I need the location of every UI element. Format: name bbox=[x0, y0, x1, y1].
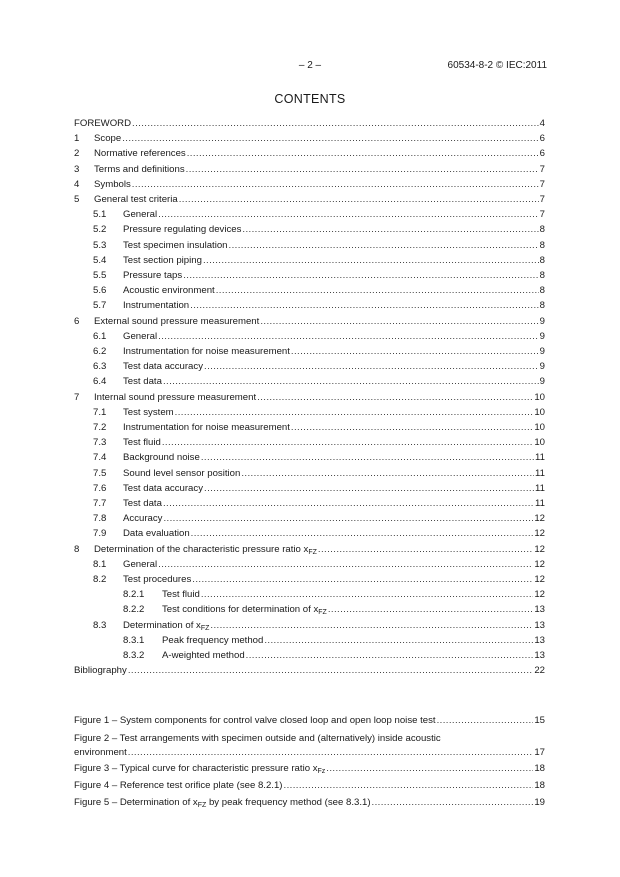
toc-page-number: 10 bbox=[534, 422, 545, 433]
toc-title bbox=[123, 239, 228, 253]
toc-title-text: Symbols bbox=[94, 179, 131, 190]
dot-leader bbox=[291, 345, 539, 359]
dot-leader bbox=[284, 779, 534, 793]
figure-page-number: 15 bbox=[534, 715, 545, 726]
dot-leader bbox=[132, 117, 539, 131]
toc-entry[interactable] bbox=[123, 634, 545, 648]
toc-title bbox=[123, 512, 162, 526]
document-reference: 60534-8-2 © IEC:2011 bbox=[447, 60, 547, 71]
figure-page-number: 17 bbox=[534, 747, 545, 758]
dot-leader bbox=[187, 147, 539, 161]
toc-page-number: 8 bbox=[539, 300, 545, 311]
dot-leader bbox=[183, 269, 538, 283]
toc-title-text: Instrumentation for noise measurement bbox=[123, 422, 290, 433]
toc-title bbox=[123, 330, 157, 344]
toc-title bbox=[123, 284, 215, 298]
toc-title-text: Test section piping bbox=[123, 255, 202, 266]
toc-title-text: Internal sound pressure measurement bbox=[94, 392, 257, 403]
toc-title-text: Test specimen insulation bbox=[123, 240, 228, 251]
figure-title-text: Figure 1 – System components for control valve closed loop and open loop noise test bbox=[74, 715, 436, 726]
toc-entry[interactable] bbox=[93, 223, 545, 237]
toc-title bbox=[94, 543, 317, 557]
dot-leader bbox=[191, 527, 534, 541]
toc-title bbox=[123, 269, 182, 283]
dot-leader bbox=[242, 223, 538, 237]
toc-title bbox=[123, 223, 241, 237]
toc-title bbox=[123, 208, 157, 222]
dot-leader bbox=[203, 254, 539, 268]
toc-entry[interactable] bbox=[93, 527, 545, 541]
toc-entry[interactable] bbox=[93, 284, 545, 298]
toc-title-text: FOREWORD bbox=[74, 118, 132, 129]
toc-page-number: 12 bbox=[534, 574, 545, 585]
toc-title-text: Data evaluation bbox=[123, 528, 190, 539]
dot-leader bbox=[190, 299, 539, 313]
toc-entry[interactable] bbox=[93, 558, 545, 572]
toc-number: 5.7 bbox=[93, 300, 107, 311]
toc-number: 8.2.2 bbox=[123, 604, 145, 615]
dot-leader bbox=[291, 421, 533, 435]
toc-title-text: General bbox=[123, 559, 158, 570]
dot-leader bbox=[201, 588, 533, 602]
dot-leader bbox=[372, 796, 534, 810]
toc-number: 6.1 bbox=[93, 331, 107, 342]
toc-title bbox=[123, 345, 290, 359]
toc-number: 6 bbox=[74, 316, 80, 327]
figure-page-number: 18 bbox=[534, 763, 545, 774]
figure-title-text: Figure 4 – Reference test orifice plate (see 8.2.1) bbox=[74, 780, 283, 791]
toc-entry[interactable] bbox=[93, 421, 545, 435]
toc-number: 5.4 bbox=[93, 255, 107, 266]
dot-leader bbox=[163, 512, 533, 526]
toc-title bbox=[94, 315, 259, 329]
dot-leader bbox=[122, 132, 538, 146]
toc-title-text: Accuracy bbox=[123, 513, 163, 524]
toc-page-number: 7 bbox=[539, 164, 545, 175]
toc-page-number: 10 bbox=[534, 392, 545, 403]
page-title: CONTENTS bbox=[274, 92, 346, 106]
toc-number: 5.2 bbox=[93, 224, 107, 235]
toc-title bbox=[123, 436, 161, 450]
toc-entry[interactable] bbox=[93, 375, 545, 389]
toc-title-text: Test fluid bbox=[123, 437, 161, 448]
toc-page-number: 12 bbox=[534, 589, 545, 600]
toc-number: 5.1 bbox=[93, 209, 107, 220]
toc-number: 8.2.1 bbox=[123, 589, 145, 600]
toc-entry[interactable] bbox=[93, 299, 545, 313]
dot-leader bbox=[162, 436, 533, 450]
toc-number: 7.9 bbox=[93, 528, 107, 539]
toc-number: 6.3 bbox=[93, 361, 107, 372]
toc-page-number: 10 bbox=[534, 407, 545, 418]
dot-leader bbox=[163, 497, 534, 511]
dot-leader bbox=[229, 239, 539, 253]
toc-number: 8.3 bbox=[93, 620, 107, 631]
toc-page-number: 22 bbox=[534, 665, 545, 676]
toc-title bbox=[123, 406, 174, 420]
toc-page-number: 12 bbox=[534, 559, 545, 570]
toc-number: 7.8 bbox=[93, 513, 107, 524]
toc-page-number: 9 bbox=[539, 346, 545, 357]
toc-title bbox=[74, 664, 127, 678]
toc-title-text: General bbox=[123, 209, 158, 220]
dot-leader bbox=[158, 558, 533, 572]
toc-page-number: 13 bbox=[534, 650, 545, 661]
figure-title-text: environment bbox=[74, 747, 127, 758]
toc-entry[interactable] bbox=[74, 178, 545, 192]
toc-number: 8.3.2 bbox=[123, 650, 145, 661]
toc-title-text: Test procedures bbox=[123, 574, 192, 585]
dot-leader bbox=[437, 714, 534, 728]
toc-entry[interactable] bbox=[93, 497, 545, 511]
toc-number: 5.3 bbox=[93, 240, 107, 251]
toc-page-number: 12 bbox=[534, 544, 545, 555]
toc-page-number: 13 bbox=[534, 620, 545, 631]
toc-number: 7.6 bbox=[93, 483, 107, 494]
dot-leader bbox=[326, 762, 533, 776]
toc-title bbox=[123, 299, 189, 313]
toc-page-number: 8 bbox=[539, 255, 545, 266]
toc-title-subscript: FZ bbox=[308, 549, 317, 556]
toc-title-text: Test data accuracy bbox=[123, 361, 203, 372]
toc-number: 5.5 bbox=[93, 270, 107, 281]
toc-number: 1 bbox=[74, 133, 80, 144]
toc-page-number: 10 bbox=[534, 437, 545, 448]
toc-title bbox=[123, 573, 191, 587]
toc-entry[interactable] bbox=[93, 269, 545, 283]
dot-leader bbox=[328, 603, 534, 617]
toc-title-text: Pressure regulating devices bbox=[123, 224, 242, 235]
figure-page-number: 19 bbox=[534, 797, 545, 808]
toc-page-number: 11 bbox=[535, 452, 545, 463]
toc-title bbox=[123, 254, 202, 268]
toc-entry[interactable] bbox=[93, 406, 545, 420]
toc-entry[interactable] bbox=[74, 664, 545, 678]
toc-title bbox=[162, 588, 200, 602]
page-number: – 2 – bbox=[298, 60, 322, 71]
toc-entry[interactable] bbox=[93, 345, 545, 359]
toc-title bbox=[94, 147, 186, 161]
toc-entry[interactable] bbox=[74, 147, 545, 161]
toc-entry[interactable] bbox=[74, 543, 545, 557]
toc-number: 5.6 bbox=[93, 285, 107, 296]
toc-entry[interactable] bbox=[123, 603, 545, 617]
toc-title bbox=[94, 193, 178, 207]
toc-page-number: 8 bbox=[539, 224, 545, 235]
dot-leader bbox=[128, 664, 534, 678]
toc-title-text: Instrumentation for noise measurement bbox=[123, 346, 290, 357]
toc-title bbox=[123, 375, 162, 389]
figure-title-text: Figure 5 – Determination of x bbox=[74, 797, 198, 808]
toc-entry[interactable] bbox=[74, 132, 545, 146]
toc-title-subscript: FZ bbox=[318, 609, 327, 616]
toc-title-text: Peak frequency method bbox=[162, 635, 264, 646]
toc-entry[interactable] bbox=[123, 588, 545, 602]
figure-entry[interactable] bbox=[74, 714, 545, 728]
toc-title-text: Instrumentation bbox=[123, 300, 190, 311]
toc-entry[interactable] bbox=[93, 436, 545, 450]
toc-title bbox=[123, 482, 203, 496]
toc-title-text: Test system bbox=[123, 407, 174, 418]
toc-entry[interactable] bbox=[93, 512, 545, 526]
toc-number: 8.1 bbox=[93, 559, 107, 570]
toc-title-text: External sound pressure measurement bbox=[94, 316, 260, 327]
toc-title-subscript: FZ bbox=[200, 625, 210, 632]
toc-entry[interactable] bbox=[93, 482, 545, 496]
dot-leader bbox=[318, 543, 533, 557]
figure-entry[interactable] bbox=[74, 762, 545, 776]
toc-page-number: 9 bbox=[539, 361, 545, 372]
toc-page-number: 8 bbox=[539, 240, 545, 251]
toc-number: 4 bbox=[74, 179, 80, 190]
toc-number: 6.4 bbox=[93, 376, 107, 387]
toc-title bbox=[162, 649, 245, 663]
toc-number: 8.2 bbox=[93, 574, 107, 585]
toc-entry[interactable] bbox=[93, 451, 545, 465]
toc-page-number: 6 bbox=[539, 148, 545, 159]
toc-title-text: Pressure taps bbox=[123, 270, 183, 281]
toc-title bbox=[123, 619, 209, 633]
dot-leader bbox=[128, 746, 534, 760]
toc-page-number: 13 bbox=[534, 635, 545, 646]
toc-page-number: 9 bbox=[539, 376, 545, 387]
toc-entry[interactable] bbox=[93, 360, 545, 374]
toc-title bbox=[123, 467, 240, 481]
toc-title bbox=[123, 360, 203, 374]
dot-leader bbox=[241, 467, 534, 481]
figure-title bbox=[74, 762, 325, 776]
dot-leader bbox=[216, 284, 539, 298]
toc-title-text: Test data bbox=[123, 376, 162, 387]
toc-entry[interactable] bbox=[93, 330, 545, 344]
toc-entry[interactable] bbox=[123, 649, 545, 663]
toc-page-number: 11 bbox=[535, 483, 545, 494]
toc-title bbox=[162, 603, 327, 617]
toc-number: 7.4 bbox=[93, 452, 107, 463]
toc-number: 7 bbox=[74, 392, 80, 403]
toc-entry[interactable] bbox=[74, 315, 545, 329]
toc-page-number: 9 bbox=[539, 331, 545, 342]
toc-title-text: General bbox=[123, 331, 158, 342]
dot-leader bbox=[204, 360, 539, 374]
toc-number: 8.3.1 bbox=[123, 635, 145, 646]
toc-page-number: 8 bbox=[539, 270, 545, 281]
toc-page-number: 11 bbox=[535, 468, 545, 479]
toc-title bbox=[123, 421, 290, 435]
toc-page-number: 4 bbox=[539, 118, 545, 129]
figure-entry[interactable] bbox=[74, 796, 545, 810]
figure-entry[interactable] bbox=[74, 779, 545, 793]
toc-entry[interactable] bbox=[74, 163, 545, 177]
toc-title-text: Background noise bbox=[123, 452, 200, 463]
toc-entry[interactable] bbox=[74, 193, 545, 207]
toc-title-text: A-weighted method bbox=[162, 650, 245, 661]
toc-title bbox=[94, 163, 185, 177]
toc-entry[interactable] bbox=[93, 254, 545, 268]
figure-title-line: Figure 2 – Test arrangements with specimen outside and (alternatively) inside acoustic bbox=[74, 733, 441, 744]
dot-leader bbox=[163, 375, 539, 389]
dot-leader bbox=[246, 649, 534, 663]
toc-title-text: Test data bbox=[123, 498, 162, 509]
toc-number: 7.5 bbox=[93, 468, 107, 479]
figure-title-text-after: by peak frequency method (see 8.3.1) bbox=[206, 797, 371, 808]
toc-page-number: 11 bbox=[535, 498, 545, 509]
toc-title bbox=[94, 178, 131, 192]
toc-entry[interactable] bbox=[93, 467, 545, 481]
toc-entry[interactable] bbox=[93, 573, 545, 587]
toc-title bbox=[123, 558, 157, 572]
toc-page-number: 13 bbox=[534, 604, 545, 615]
toc-title bbox=[74, 117, 131, 131]
toc-title-text: Determination of the characteristic pressure ratio x bbox=[94, 544, 309, 555]
toc-title-text: Scope bbox=[94, 133, 122, 144]
dot-leader bbox=[158, 208, 539, 222]
dot-leader bbox=[192, 573, 533, 587]
toc-title-text: Terms and definitions bbox=[94, 164, 185, 175]
figure-entry[interactable] bbox=[74, 746, 545, 760]
dot-leader bbox=[257, 391, 533, 405]
toc-title bbox=[162, 634, 263, 648]
toc-title-text: General test criteria bbox=[94, 194, 178, 205]
toc-page-number: 7 bbox=[539, 179, 545, 190]
toc-page-number: 9 bbox=[539, 316, 545, 327]
dot-leader bbox=[132, 178, 539, 192]
figure-page-number: 18 bbox=[534, 780, 545, 791]
toc-title bbox=[123, 497, 162, 511]
dot-leader bbox=[210, 619, 533, 633]
toc-page-number: 12 bbox=[534, 528, 545, 539]
toc-title bbox=[94, 132, 121, 146]
toc-page-number: 7 bbox=[539, 209, 545, 220]
dot-leader bbox=[204, 482, 534, 496]
toc-number: 6.2 bbox=[93, 346, 107, 357]
toc-number: 8 bbox=[74, 544, 80, 555]
toc-number: 7.1 bbox=[93, 407, 107, 418]
dot-leader bbox=[179, 193, 539, 207]
toc-title-text: Acoustic environment bbox=[123, 285, 215, 296]
figure-title bbox=[74, 714, 436, 728]
toc-title-text: Sound level sensor position bbox=[123, 468, 241, 479]
toc-number: 7.2 bbox=[93, 422, 107, 433]
toc-entry[interactable] bbox=[93, 619, 545, 633]
toc-number: 5 bbox=[74, 194, 80, 205]
figure-title bbox=[74, 796, 371, 810]
toc-page-number: 7 bbox=[539, 194, 545, 205]
toc-title-text: Test fluid bbox=[162, 589, 200, 600]
toc-title-text: Test conditions for determination of x bbox=[162, 604, 319, 615]
toc-number: 7.3 bbox=[93, 437, 107, 448]
toc-page-number: 8 bbox=[539, 285, 545, 296]
dot-leader bbox=[201, 451, 534, 465]
figure-title bbox=[74, 779, 283, 793]
toc-entry[interactable] bbox=[93, 208, 545, 222]
figure-title-subscript: FZ bbox=[197, 802, 207, 809]
toc-title-text: Bibliography bbox=[74, 665, 127, 676]
dot-leader bbox=[175, 406, 534, 420]
toc-title-text: Test data accuracy bbox=[123, 483, 203, 494]
toc-title bbox=[94, 391, 256, 405]
toc-entry[interactable] bbox=[74, 117, 545, 131]
toc-page-number: 6 bbox=[539, 133, 545, 144]
figure-title bbox=[74, 746, 127, 760]
toc-number: 7.7 bbox=[93, 498, 107, 509]
dot-leader bbox=[158, 330, 539, 344]
toc-title-text: Normative references bbox=[94, 148, 186, 159]
toc-page-number: 12 bbox=[534, 513, 545, 524]
toc-title bbox=[123, 451, 200, 465]
dot-leader bbox=[186, 163, 539, 177]
figure-title-subscript: Fz bbox=[317, 768, 326, 775]
toc-number: 3 bbox=[74, 164, 80, 175]
toc-title-text: Determination of x bbox=[123, 620, 201, 631]
toc-entry[interactable] bbox=[74, 391, 545, 405]
toc-number: 2 bbox=[74, 148, 80, 159]
dot-leader bbox=[264, 634, 533, 648]
dot-leader bbox=[260, 315, 538, 329]
toc-entry[interactable] bbox=[93, 239, 545, 253]
toc-title bbox=[123, 527, 190, 541]
figure-title-text: Figure 3 – Typical curve for characteristic pressure ratio x bbox=[74, 763, 318, 774]
